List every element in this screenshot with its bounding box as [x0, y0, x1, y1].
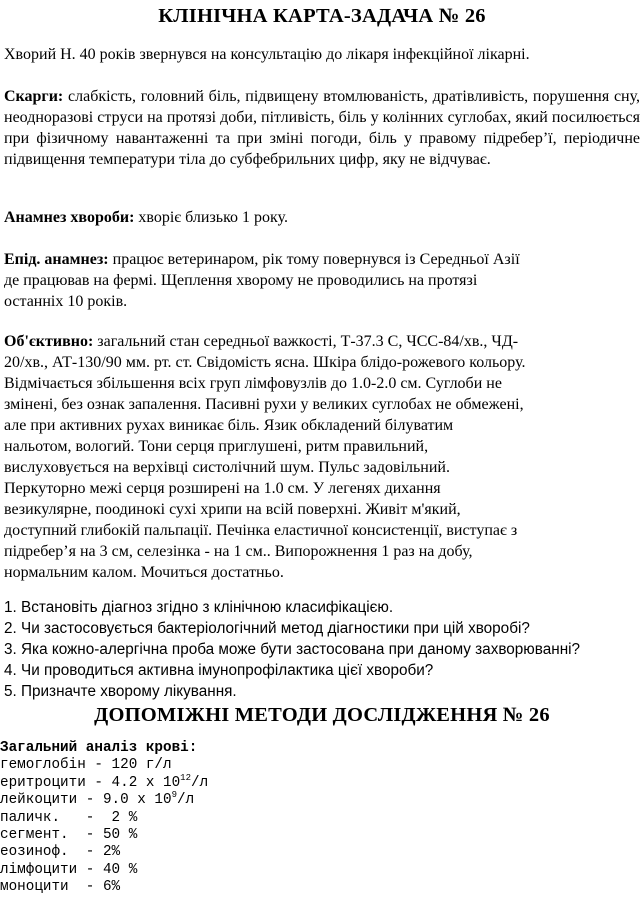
objective-line: везикулярне, поодинокі сухі хрипи на всій поверхні. Живіт м'який, — [4, 501, 461, 518]
question-item: 2. Чи застосовується бактеріологічний метод діагностики при цій хворобі? — [4, 620, 530, 637]
leukocytes-unit: /л — [177, 792, 195, 809]
question-item: 3. Яка кожно-алергічна проба може бути застосована при даному захворюванні? — [4, 641, 581, 658]
epid-history-line1: працює ветеринаром, рік тому повернувся із Середньої Азії — [108, 251, 520, 268]
page-title: КЛІНІЧНА КАРТА-ЗАДАЧА № 26 — [158, 5, 486, 27]
objective-line: 20/хв., АТ-130/90 мм. рт. ст. Свідомість ясна. Шкіра блідо-рожевого кольору. — [4, 354, 526, 371]
objective-line: доступний глибокій пальпації. Печінка еластичної консистенції, виступає з — [4, 522, 518, 539]
objective-line: але при активних рухах виникає біль. Язик обкладений білуватим — [4, 417, 454, 434]
blood-row: лімфоцити - 40 % — [0, 861, 138, 878]
objective-label: Об'єктивно: — [4, 333, 94, 350]
objective-line: Перкуторно межі серця розширені на 1.0 см. У легенях дихання — [4, 480, 441, 497]
blood-row: моноцити - 6% — [0, 879, 121, 896]
epid-history-label: Епід. анамнез: — [4, 251, 109, 268]
objective-line: змінені, без ознак запалення. Пасивні рухи у великих суглобах не обмежені, — [4, 396, 524, 413]
disease-history-paragraph — [4, 207, 640, 228]
complaints-paragraph — [4, 86, 640, 170]
erythrocytes-value: еритроцити - 4.2 х 10 — [0, 774, 181, 791]
epid-history-paragraph — [4, 249, 640, 312]
objective-line: вислуховується на верхівці систолічний шум. Пульс задовільний. — [4, 459, 450, 476]
objective-line: нальотом, вологий. Тони серця приглушені, ритм правильний, — [4, 438, 429, 455]
epid-line-1 — [4, 249, 640, 270]
intro-paragraph: Хворий Н. 40 років звернувся на консультацію до лікаря інфекційної лікарні. — [4, 46, 530, 63]
objective-line: Відмічається збільшення всіх груп лімфовузлів до 1.0-2.0 см. Суглоби не — [4, 375, 502, 392]
objective-line: підребер’я на 3 см, селезінка - на 1 см.. Випорожнення 1 раз на добу, — [4, 543, 473, 560]
question-item: 5. Призначте хворому лікування. — [4, 683, 237, 700]
complaints-text: слабкість, головний біль, підвищену втомлюваність, дратівливість, порушення сну, неодноразові струси на протязі доби, пітливість, біль у колінних суглобах, який посилюється при фізичному навантаженні та при зміні погоди, біль у правому підребер’ї, періодичне підвищення температури тіла до субфебрильних цифр, яку не відчуває. — [4, 88, 640, 168]
question-item: 4. Чи проводиться активна імунопрофілактика цієї хвороби? — [4, 662, 434, 679]
disease-history-text: хворіє близько 1 року. — [134, 209, 288, 226]
objective-paragraph — [4, 331, 640, 583]
erythrocytes-unit: /л — [190, 774, 209, 791]
question-item: 1. Встановіть діагноз згідно з клінічною класифікацією. — [4, 599, 394, 616]
leukocytes-exponent: 9 — [171, 790, 177, 801]
objective-line-text: загальний стан середньої важкості, Т-37.3 С, ЧСС-84/хв., ЧД- — [93, 333, 519, 350]
epid-line-3: останніх 10 років. — [4, 293, 128, 310]
blood-row: паличк. - 2 % — [0, 809, 138, 826]
aux-methods-title: ДОПОМІЖНІ МЕТОДИ ДОСЛІДЖЕННЯ № 26 — [94, 704, 550, 726]
epid-line-2: де працював на фермі. Щеплення хворому не проводились на протязі — [4, 272, 478, 289]
hemoglobin-row: гемоглобін - 120 г/л — [0, 757, 172, 774]
blood-analysis — [0, 740, 208, 897]
blood-analysis-title: Загальний аналіз крові: — [0, 740, 198, 756]
leukocytes-value: лейкоцити - 9.0 х 10 — [0, 792, 172, 809]
blood-row: еозиноф. - 2% — [0, 844, 121, 861]
blood-row: сегмент. - 50 % — [0, 827, 138, 844]
objective-line: нормальним калом. Мочиться достатньо. — [4, 564, 284, 581]
erythrocytes-exponent: 12 — [180, 772, 191, 783]
leukocytes-row — [0, 792, 208, 809]
complaints-label: Скарги: — [4, 88, 64, 105]
objective-line — [4, 331, 640, 352]
disease-history-label: Анамнез хвороби: — [4, 209, 135, 226]
